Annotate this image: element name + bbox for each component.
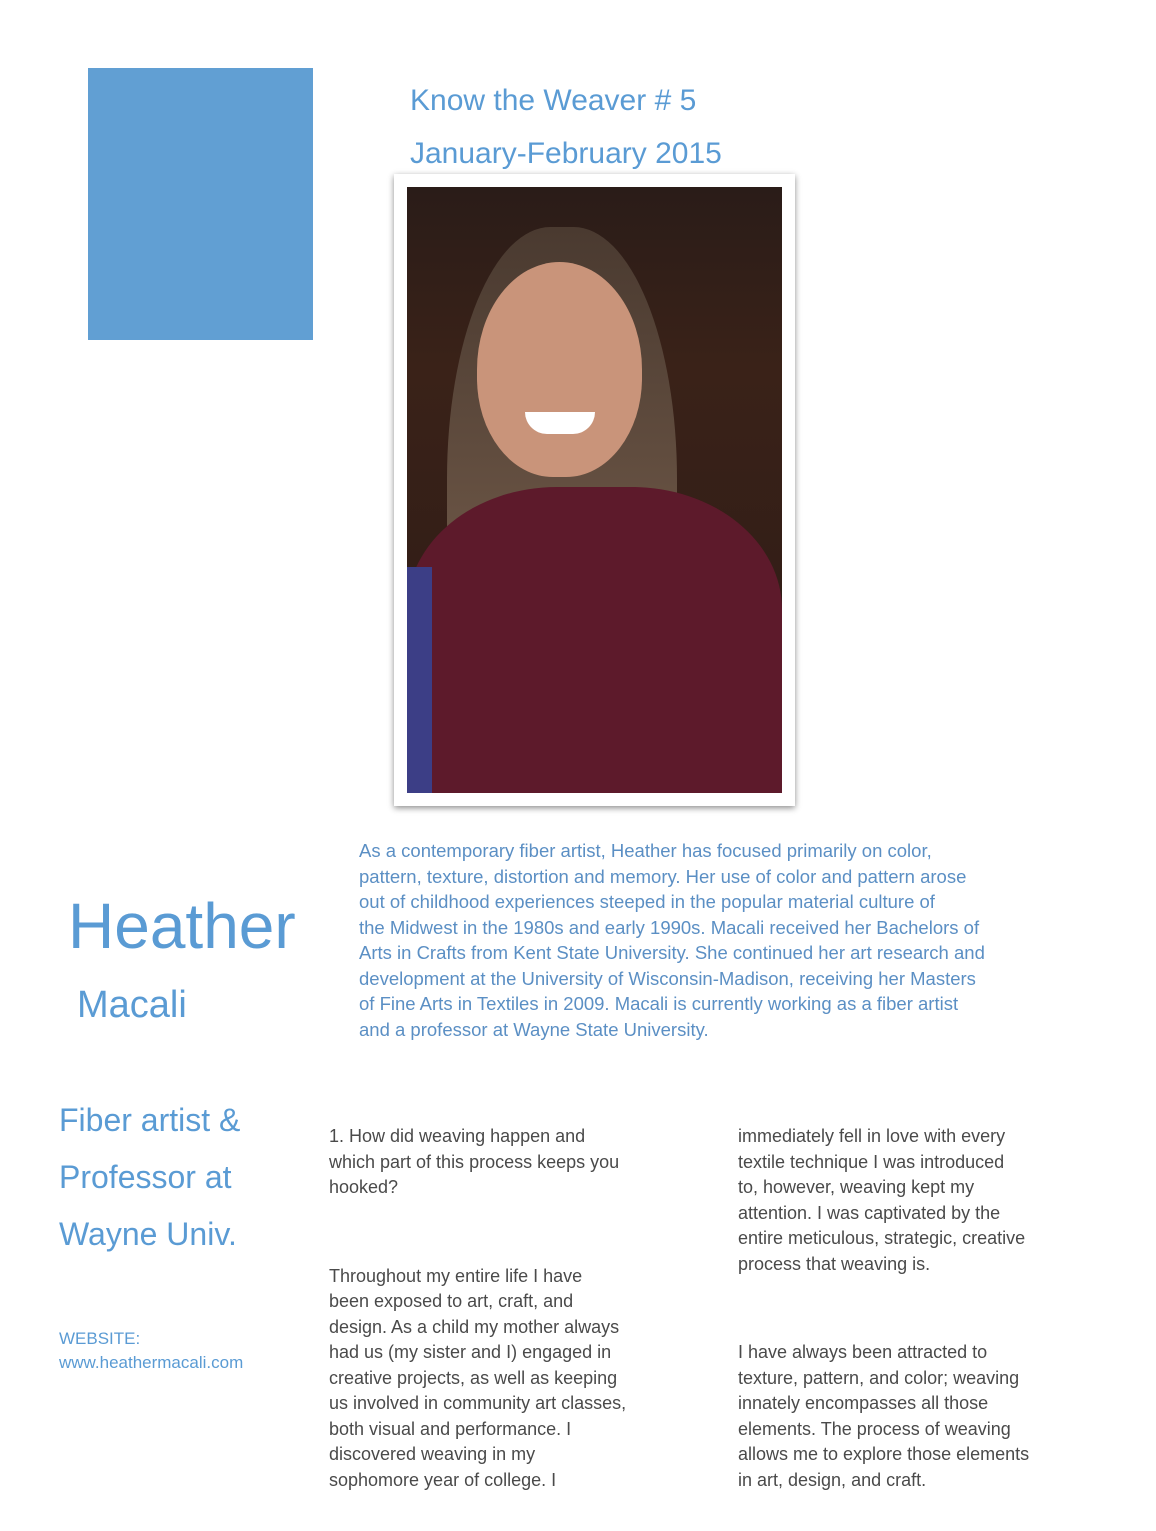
bio-line: the Midwest in the 1980s and early 1990s. Macali received her Bachelors of [359, 916, 980, 938]
website-link[interactable]: www.heathermacali.com [59, 1353, 244, 1372]
interview-answer: Throughout my entire life I have been exposed to art, craft, and design. As a child my mother always had us (my sister and I) engaged in creative projects, as well as keeping us involved in community art classes, both visual and performance. I discovered weaving in my sophomore year of college. I [329, 1265, 627, 1490]
bio-line: of Fine Arts in Textiles in 2009. Macali is currently working as a fiber artist [359, 993, 959, 1014]
bio-line: development at the University of Wisconsin-Madison, receiving her Masters [359, 967, 976, 989]
interview-column-2 [738, 1073, 1133, 1531]
role-line: Fiber artist & [59, 1102, 241, 1138]
interview-answer-2: I have always been attracted to texture, pattern, and color; weaving innately encompasses all those elements. The process of weaving allows me to explore those elements in art, design, and craft. [738, 1342, 1030, 1490]
header [410, 74, 722, 180]
website-label: WEBSITE: [59, 1329, 141, 1348]
bio-line: Arts in Crafts from Kent State University. She continued her art research and [359, 942, 985, 963]
bio-line: out of childhood experiences steeped in the popular material culture of [359, 891, 935, 912]
portrait-photo-frame [394, 174, 795, 806]
role-line: Professor at [59, 1159, 232, 1195]
bio-line: and a professor at Wayne State University. [359, 1018, 709, 1040]
bio-paragraph [359, 838, 1129, 1042]
role-description [59, 1092, 240, 1263]
interview-answer-continued: immediately fell in love with every textile technique I was introduced to, however, weaving kept my attention. I was captivated by the entire meticulous, strategic, creative process that weaving is. [738, 1126, 1026, 1274]
bio-line: pattern, texture, distortion and memory. Her use of color and pattern arose [359, 865, 967, 887]
issue-title: Know the Weaver # 5 [410, 84, 697, 117]
interview-question: 1. How did weaving happen and which part of this process keeps you hooked? [329, 1126, 620, 1197]
last-name: Macali [77, 984, 187, 1026]
portrait-photo [407, 187, 782, 793]
decorative-blue-block [88, 68, 313, 340]
interview-column-1 [329, 1073, 724, 1531]
first-name: Heather [68, 890, 296, 962]
role-line: Wayne Univ. [59, 1216, 237, 1252]
bio-line: As a contemporary fiber artist, Heather has focused primarily on color, [359, 840, 932, 861]
issue-date: January-February 2015 [410, 137, 722, 170]
